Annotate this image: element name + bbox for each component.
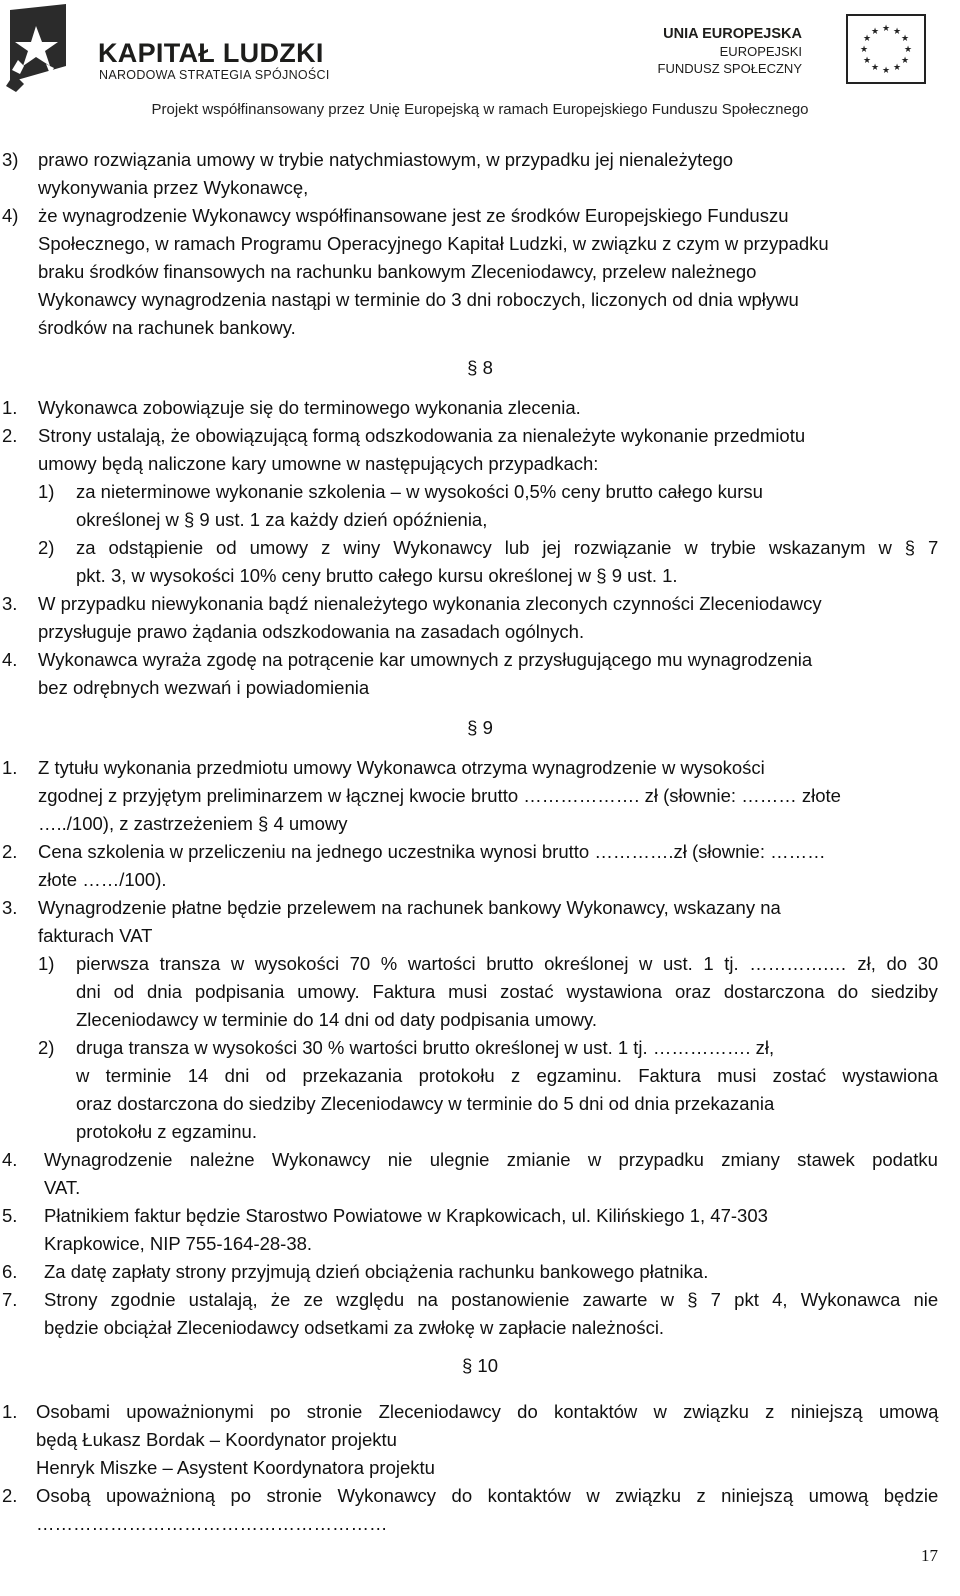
- svg-text:★: ★: [892, 63, 902, 73]
- item-line: braku środków finansowych na rachunku bankowym Zleceniodawcy, przelew należnego: [38, 261, 757, 282]
- item-number: 3.: [2, 593, 18, 614]
- page-number: 17: [921, 1546, 938, 1565]
- item-number: 6.: [2, 1261, 18, 1282]
- logo-subtitle: NARODOWA STRATEGIA SPÓJNOŚCI: [99, 68, 330, 82]
- eu-line3: FUNDUSZ SPOŁECZNY: [657, 61, 802, 76]
- item-number: 1.: [2, 1401, 18, 1422]
- item-line: środków na rachunek bankowy.: [38, 317, 296, 338]
- item-line: VAT.: [44, 1177, 81, 1198]
- eu-line2: EUROPEJSKI: [719, 44, 802, 59]
- item-number: 3): [2, 149, 19, 170]
- svg-text:★: ★: [903, 45, 913, 55]
- item-line: Strony zgodnie ustalają, że ze względu na postanowienie zawarte w § 7 pkt 4, Wykonawca nie: [44, 1289, 939, 1310]
- item-line: pierwsza transza w wysokości 70 % wartości brutto określonej w ust. 1 tj. ………….… zł, do 30: [76, 953, 939, 974]
- eu-flag-icon: [846, 14, 926, 84]
- item-line: bez odrębnych wezwań i powiadomienia: [38, 677, 370, 698]
- svg-text:★: ★: [870, 27, 880, 37]
- item-line: w terminie 14 dni od przekazania protokołu z egzaminu. Faktura musi zostać wystawiona: [76, 1065, 939, 1086]
- item-number: 1): [38, 953, 55, 974]
- kapital-ludzki-emblem-icon: [6, 4, 92, 94]
- section-heading-9: § 9: [467, 717, 493, 738]
- item-number: 1.: [2, 397, 18, 418]
- item-number: 5.: [2, 1205, 18, 1226]
- item-line: Krapkowice, NIP 755-164-28-38.: [44, 1233, 313, 1254]
- item-number: 2.: [2, 425, 18, 446]
- item-number: 3.: [2, 897, 18, 918]
- item-line: określonej w § 9 ust. 1 za każdy dzień opóźnienia,: [76, 509, 488, 530]
- project-cofinancing-line: Projekt współfinansowany przez Unię Europejską w ramach Europejskiego Funduszu Społecznego: [151, 101, 809, 118]
- item-line: zgodnej z przyjętym preliminarzem w łącznej kwocie brutto ………………. zł (słownie: ……… złote: [38, 785, 841, 806]
- item-line: Strony ustalają, że obowiązującą formą odszkodowania za nienależyte wykonanie przedmiotu: [38, 425, 806, 446]
- svg-text:★: ★: [870, 63, 880, 73]
- item-line: Wynagrodzenie należne Wykonawcy nie ulegnie zmianie w przypadku zmiany stawek podatku: [44, 1149, 938, 1170]
- item-line: Społecznego, w ramach Programu Operacyjnego Kapitał Ludzki, w związku z czym w przypadku: [38, 233, 829, 254]
- item-number: 2.: [2, 1485, 18, 1506]
- svg-text:★: ★: [881, 66, 891, 76]
- section-heading-10: § 10: [461, 1355, 498, 1376]
- item-line: protokołu z egzaminu.: [76, 1121, 257, 1142]
- eu-logo-text: [658, 26, 802, 77]
- item-line: Osobami upoważnionymi po stronie Zleceniodawcy do kontaktów w związku z niniejszą umową: [36, 1401, 939, 1422]
- item-line: złote ……/100).: [38, 869, 167, 890]
- item-line: Płatnikiem faktur będzie Starostwo Powiatowe w Krapkowicach, ul. Kilińskiego 1, 47-303: [44, 1205, 768, 1226]
- section-heading-8: § 8: [467, 357, 493, 378]
- item-line: fakturach VAT: [38, 925, 153, 946]
- item-line: W przypadku niewykonania bądź nienależytego wykonania zleconych czynności Zleceniodawcy: [38, 593, 822, 614]
- logo-title: KAPITAŁ LUDZKI: [98, 38, 324, 68]
- item-line: Henryk Miszke – Asystent Koordynatora projektu: [36, 1457, 435, 1478]
- item-line: że wynagrodzenie Wykonawcy współfinansowane jest ze środków Europejskiego Funduszu: [38, 205, 789, 226]
- item-line: Wykonawca zobowiązuje się do terminowego wykonania zlecenia.: [38, 397, 581, 418]
- item-line: będzie obciążał Zleceniodawcy odsetkami za zwłokę w zapłacie należności.: [44, 1317, 665, 1338]
- item-line: prawo rozwiązania umowy w trybie natychmiastowym, w przypadku jej nienależytego: [38, 149, 734, 170]
- item-line: Wykonawca wyraża zgodę na potrącenie kar umownych z przysługującego mu wynagrodzenia: [38, 649, 813, 670]
- svg-text:★: ★: [892, 27, 902, 37]
- item-line: Zleceniodawcy w terminie do 14 dni od daty podpisania umowy.: [76, 1009, 598, 1030]
- item-line: Z tytułu wykonania przedmiotu umowy Wykonawca otrzyma wynagrodzenie w wysokości: [38, 757, 765, 778]
- item-line: za nieterminowe wykonanie szkolenia – w wysokości 0,5% ceny brutto całego kursu: [76, 481, 763, 502]
- page-header: [0, 0, 960, 140]
- item-line: za odstąpienie od umowy z winy Wykonawcy lub jej rozwiązanie w trybie wskazanym w § 7: [76, 537, 939, 558]
- item-number: 7.: [2, 1289, 18, 1310]
- item-line: Wykonawcy wynagrodzenia nastąpi w terminie do 3 dni roboczych, liczonych od dnia wpływu: [38, 289, 799, 310]
- item-line: wykonywania przez Wykonawcę,: [38, 177, 309, 198]
- svg-text:★: ★: [900, 56, 910, 66]
- item-line: …………………………………………………: [36, 1513, 388, 1534]
- svg-text:★: ★: [859, 45, 869, 55]
- item-line: pkt. 3, w wysokości 10% ceny brutto całego kursu określonej w § 9 ust. 1.: [76, 565, 678, 586]
- item-number: 4.: [2, 1149, 18, 1170]
- kapital-ludzki-logo: [6, 4, 336, 94]
- svg-text:★: ★: [862, 34, 872, 44]
- item-line: przysługuje prawo żądania odszkodowania na zasadach ogólnych.: [38, 621, 585, 642]
- item-line: oraz dostarczona do siedziby Zleceniodawcy w terminie do 5 dni od dnia przekazania: [76, 1093, 775, 1114]
- item-number: 4.: [2, 649, 18, 670]
- svg-text:★: ★: [900, 34, 910, 44]
- item-number: 4): [2, 205, 19, 226]
- item-line: Osobą upoważnioną po stronie Wykonawcy do kontaktów w związku z niniejszą umową będzie: [36, 1485, 939, 1506]
- item-line: będą Łukasz Bordak – Koordynator projektu: [36, 1429, 397, 1450]
- item-number: 2): [38, 537, 55, 558]
- item-line: Wynagrodzenie płatne będzie przelewem na rachunek bankowy Wykonawcy, wskazany na: [38, 897, 781, 918]
- item-line: Cena szkolenia w przeliczeniu na jednego uczestnika wynosi brutto ………….zł (słownie: ………: [38, 841, 826, 862]
- item-line: dni od dnia podpisania umowy. Faktura musi zostać wystawiona oraz dostarczona do siedziby: [76, 981, 938, 1002]
- item-line: …../100), z zastrzeżeniem § 4 umowy: [38, 813, 348, 834]
- eu-line1: UNIA EUROPEJSKA: [663, 26, 802, 42]
- svg-text:★: ★: [862, 56, 872, 66]
- item-line: druga transza w wysokości 30 % wartości brutto określonej w ust. 1 tj. ……………. zł,: [76, 1037, 775, 1058]
- item-number: 1): [38, 481, 55, 502]
- item-number: 2): [38, 1037, 55, 1058]
- item-number: 1.: [2, 757, 18, 778]
- svg-text:★: ★: [881, 24, 891, 34]
- item-number: 2.: [2, 841, 18, 862]
- item-line: Za datę zapłaty strony przyjmują dzień obciążenia rachunku bankowego płatnika.: [44, 1261, 709, 1282]
- item-line: umowy będą naliczone kary umowne w następujących przypadkach:: [38, 453, 599, 474]
